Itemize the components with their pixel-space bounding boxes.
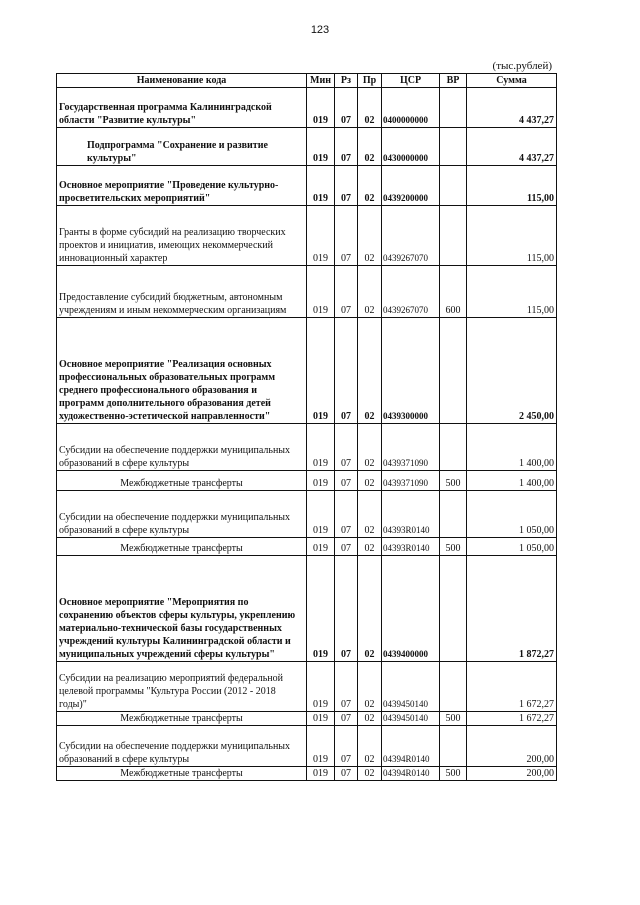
row-sum: 200,00 <box>467 726 557 767</box>
row-min: 019 <box>307 767 335 781</box>
table-row <box>57 491 557 538</box>
row-name: Межбюджетные трансферты <box>57 538 307 556</box>
row-name: Основное мероприятие "Мероприятия по сохранению объектов сферы культуры, укреплению материально-технической базы государственных учреждений культуры Калининградской области и муниципальных учреждений сферы культуры" <box>57 556 307 662</box>
table-row <box>57 712 557 726</box>
row-pr: 02 <box>358 726 382 767</box>
row-vr: 500 <box>440 471 467 491</box>
row-rz: 07 <box>335 424 358 471</box>
row-sum: 4 437,27 <box>467 128 557 166</box>
row-vr <box>440 318 467 424</box>
row-vr <box>440 206 467 266</box>
row-rz: 07 <box>335 88 358 128</box>
row-rz: 07 <box>335 538 358 556</box>
row-sum: 2 450,00 <box>467 318 557 424</box>
row-csr: 0439450140 <box>382 662 440 712</box>
row-pr: 02 <box>358 206 382 266</box>
row-min: 019 <box>307 726 335 767</box>
row-name: Межбюджетные трансферты <box>57 471 307 491</box>
row-csr: 0439371090 <box>382 424 440 471</box>
row-rz: 07 <box>335 662 358 712</box>
row-pr: 02 <box>358 318 382 424</box>
row-pr: 02 <box>358 128 382 166</box>
table-row <box>57 166 557 206</box>
row-min: 019 <box>307 712 335 726</box>
row-sum: 200,00 <box>467 767 557 781</box>
row-rz: 07 <box>335 767 358 781</box>
row-pr: 02 <box>358 424 382 471</box>
row-name: Субсидии на реализацию мероприятий федеральной целевой программы "Культура России (2012 - 2018 годы)" <box>57 662 307 712</box>
row-min: 019 <box>307 266 335 318</box>
row-name: Государственная программа Калининградской области "Развитие культуры" <box>57 88 307 128</box>
row-rz: 07 <box>335 471 358 491</box>
table-row <box>57 424 557 471</box>
row-vr <box>440 88 467 128</box>
units-label: (тыс.рублей) <box>492 60 552 72</box>
table-row <box>57 556 557 662</box>
row-sum: 115,00 <box>467 206 557 266</box>
table-row <box>57 662 557 712</box>
table-row <box>57 538 557 556</box>
header-sum: Сумма <box>467 74 557 88</box>
row-min: 019 <box>307 206 335 266</box>
row-vr: 500 <box>440 767 467 781</box>
row-vr <box>440 128 467 166</box>
row-rz: 07 <box>335 206 358 266</box>
row-csr: 0439267070 <box>382 266 440 318</box>
row-pr: 02 <box>358 471 382 491</box>
row-min: 019 <box>307 166 335 206</box>
row-name: Субсидии на обеспечение поддержки муниципальных образований в сфере культуры <box>57 424 307 471</box>
table-row <box>57 767 557 781</box>
row-rz: 07 <box>335 556 358 662</box>
row-vr <box>440 556 467 662</box>
row-csr: 0400000000 <box>382 88 440 128</box>
header-rz: Рз <box>335 74 358 88</box>
row-sum: 1 400,00 <box>467 471 557 491</box>
row-rz: 07 <box>335 318 358 424</box>
row-name: Основное мероприятие "Проведение культурно-просветительских мероприятий" <box>57 166 307 206</box>
row-vr <box>440 726 467 767</box>
row-csr: 04394R0140 <box>382 726 440 767</box>
row-csr: 0439300000 <box>382 318 440 424</box>
row-csr: 0439200000 <box>382 166 440 206</box>
header-name: Наименование кода <box>57 74 307 88</box>
row-vr: 500 <box>440 538 467 556</box>
row-rz: 07 <box>335 266 358 318</box>
row-sum: 1 872,27 <box>467 556 557 662</box>
row-name: Межбюджетные трансферты <box>57 712 307 726</box>
row-csr: 0439267070 <box>382 206 440 266</box>
header-csr: ЦСР <box>382 74 440 88</box>
row-csr: 04393R0140 <box>382 538 440 556</box>
row-min: 019 <box>307 318 335 424</box>
row-pr: 02 <box>358 266 382 318</box>
row-min: 019 <box>307 556 335 662</box>
row-name: Субсидии на обеспечение поддержки муниципальных образований в сфере культуры <box>57 726 307 767</box>
row-pr: 02 <box>358 88 382 128</box>
row-min: 019 <box>307 662 335 712</box>
row-min: 019 <box>307 128 335 166</box>
row-sum: 1 672,27 <box>467 662 557 712</box>
table-row <box>57 318 557 424</box>
table-row <box>57 266 557 318</box>
row-min: 019 <box>307 424 335 471</box>
row-rz: 07 <box>335 726 358 767</box>
row-rz: 07 <box>335 128 358 166</box>
row-vr <box>440 662 467 712</box>
table-row <box>57 726 557 767</box>
row-sum: 1 050,00 <box>467 491 557 538</box>
row-name: Предоставление субсидий бюджетным, автономным учреждениям и иным некоммерческим организациям <box>57 266 307 318</box>
row-pr: 02 <box>358 712 382 726</box>
row-min: 019 <box>307 471 335 491</box>
row-rz: 07 <box>335 491 358 538</box>
row-vr: 500 <box>440 712 467 726</box>
row-vr <box>440 491 467 538</box>
row-name: Субсидии на обеспечение поддержки муниципальных образований в сфере культуры <box>57 491 307 538</box>
page-number: 123 <box>310 24 330 36</box>
row-pr: 02 <box>358 556 382 662</box>
table-row <box>57 471 557 491</box>
row-name: Основное мероприятие "Реализация основных профессиональных образовательных программ среднего профессионального образования и программ дополнительного образования детей художественно-эстетической направленности" <box>57 318 307 424</box>
row-csr: 0439371090 <box>382 471 440 491</box>
row-pr: 02 <box>358 538 382 556</box>
row-sum: 115,00 <box>467 266 557 318</box>
row-csr: 04393R0140 <box>382 491 440 538</box>
header-vr: ВР <box>440 74 467 88</box>
row-sum: 1 400,00 <box>467 424 557 471</box>
row-min: 019 <box>307 538 335 556</box>
row-sum: 4 437,27 <box>467 88 557 128</box>
row-csr: 0439400000 <box>382 556 440 662</box>
row-vr <box>440 424 467 471</box>
row-sum: 115,00 <box>467 166 557 206</box>
header-pr: Пр <box>358 74 382 88</box>
budget-table <box>56 73 557 781</box>
table-row <box>57 128 557 166</box>
row-sum: 1 672,27 <box>467 712 557 726</box>
row-sum: 1 050,00 <box>467 538 557 556</box>
row-pr: 02 <box>358 166 382 206</box>
row-name: Подпрограмма "Сохранение и развитие культуры" <box>57 128 307 166</box>
row-name: Межбюджетные трансферты <box>57 767 307 781</box>
row-pr: 02 <box>358 662 382 712</box>
table-row <box>57 206 557 266</box>
row-min: 019 <box>307 491 335 538</box>
row-pr: 02 <box>358 491 382 538</box>
row-rz: 07 <box>335 166 358 206</box>
row-csr: 0439450140 <box>382 712 440 726</box>
table-row <box>57 88 557 128</box>
row-csr: 0430000000 <box>382 128 440 166</box>
row-min: 019 <box>307 88 335 128</box>
row-vr <box>440 166 467 206</box>
row-name: Гранты в форме субсидий на реализацию творческих проектов и инициатив, имеющих некоммерческий инновационный характер <box>57 206 307 266</box>
row-pr: 02 <box>358 767 382 781</box>
table-header-row <box>57 74 557 88</box>
row-csr: 04394R0140 <box>382 767 440 781</box>
row-vr: 600 <box>440 266 467 318</box>
row-rz: 07 <box>335 712 358 726</box>
header-min: Мин <box>307 74 335 88</box>
